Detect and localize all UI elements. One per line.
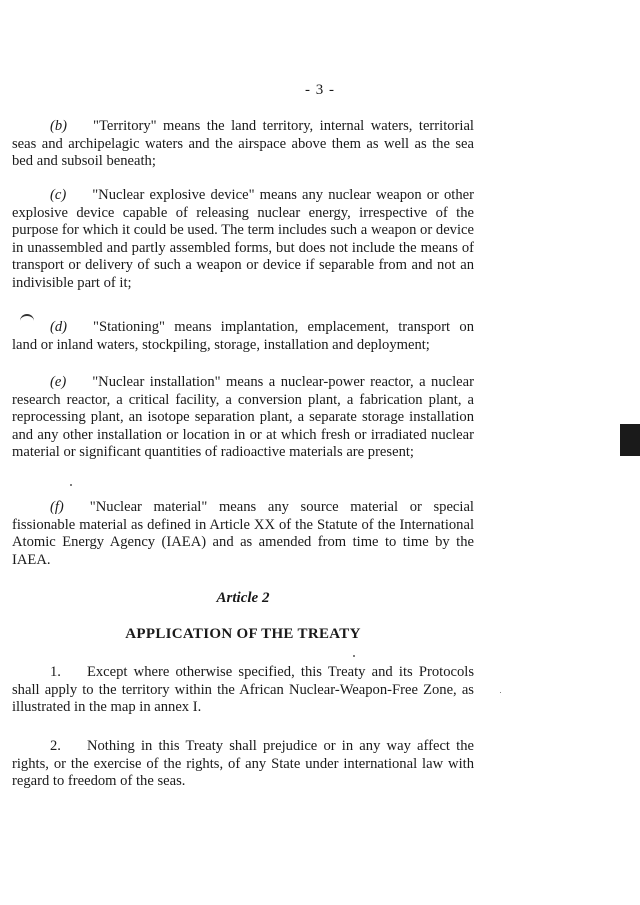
definition-f xyxy=(12,499,474,569)
article-heading: Article 2 xyxy=(216,590,270,606)
definition-e xyxy=(12,374,474,462)
definition-letter: (e) xyxy=(50,374,67,390)
article-title: APPLICATION OF THE TREATY xyxy=(125,626,361,642)
scan-speck xyxy=(353,655,355,657)
clause-number: 1. xyxy=(50,664,61,680)
definition-letter: (d) xyxy=(50,319,68,335)
definition-text: "Territory" means the land territory, internal waters, territorial seas and archipelagic waters and the airspace above them as well as the sea bed and subsoil beneath; xyxy=(12,118,474,169)
definition-letter: (b) xyxy=(50,118,68,134)
definition-letter: (c) xyxy=(50,187,67,203)
definition-b xyxy=(12,118,474,171)
definition-d xyxy=(12,319,474,354)
clause-text: Nothing in this Treaty shall prejudice or in any way affect the rights, or the exercise of the rights, of any State under international law with regard to freedom of the seas. xyxy=(12,738,474,789)
clause-2 xyxy=(12,738,474,791)
clause-number: 2. xyxy=(50,738,61,754)
clause-text: Except where otherwise specified, this Treaty and its Protocols shall apply to the territory within the African Nuclear-Weapon-Free Zone, as illustrated in the map in annex I. xyxy=(12,664,474,715)
page-edge-tab xyxy=(620,424,640,456)
definition-letter: (f) xyxy=(50,499,64,515)
scan-speck xyxy=(70,484,72,486)
definition-text: "Nuclear explosive device" means any nuclear weapon or other explosive device capable of releasing nuclear energy, irrespective of the purpose for which it could be used. The term includes such a weapon or device in unassembled and partly assembled forms, but does not include the means of transport or delivery of such a weapon or device if separable from and not an indivisible part of it; xyxy=(12,187,474,291)
definition-text: "Nuclear installation" means a nuclear-power reactor, a nuclear research reactor, a critical facility, a conversion plant, a fabrication plant, a reprocessing plant, an isotope separation plant, a separate storage installation and any other installation or location in or at which fresh or irradiated nuclear material or significant quantities of radioactive materials are present; xyxy=(12,374,474,460)
definition-text: "Stationing" means implantation, emplacement, transport on land or inland waters, stockpiling, storage, installation and deployment; xyxy=(12,319,474,353)
definition-text: "Nuclear material" means any source material or special fissionable material as defined in Article XX of the Statute of the International Atomic Energy Agency (IAEA) and as amended from time to time by the IAEA. xyxy=(12,499,474,568)
page-number: - 3 - xyxy=(305,82,335,98)
definition-c xyxy=(12,187,474,292)
scan-speck xyxy=(500,692,501,693)
clause-1 xyxy=(12,664,474,717)
